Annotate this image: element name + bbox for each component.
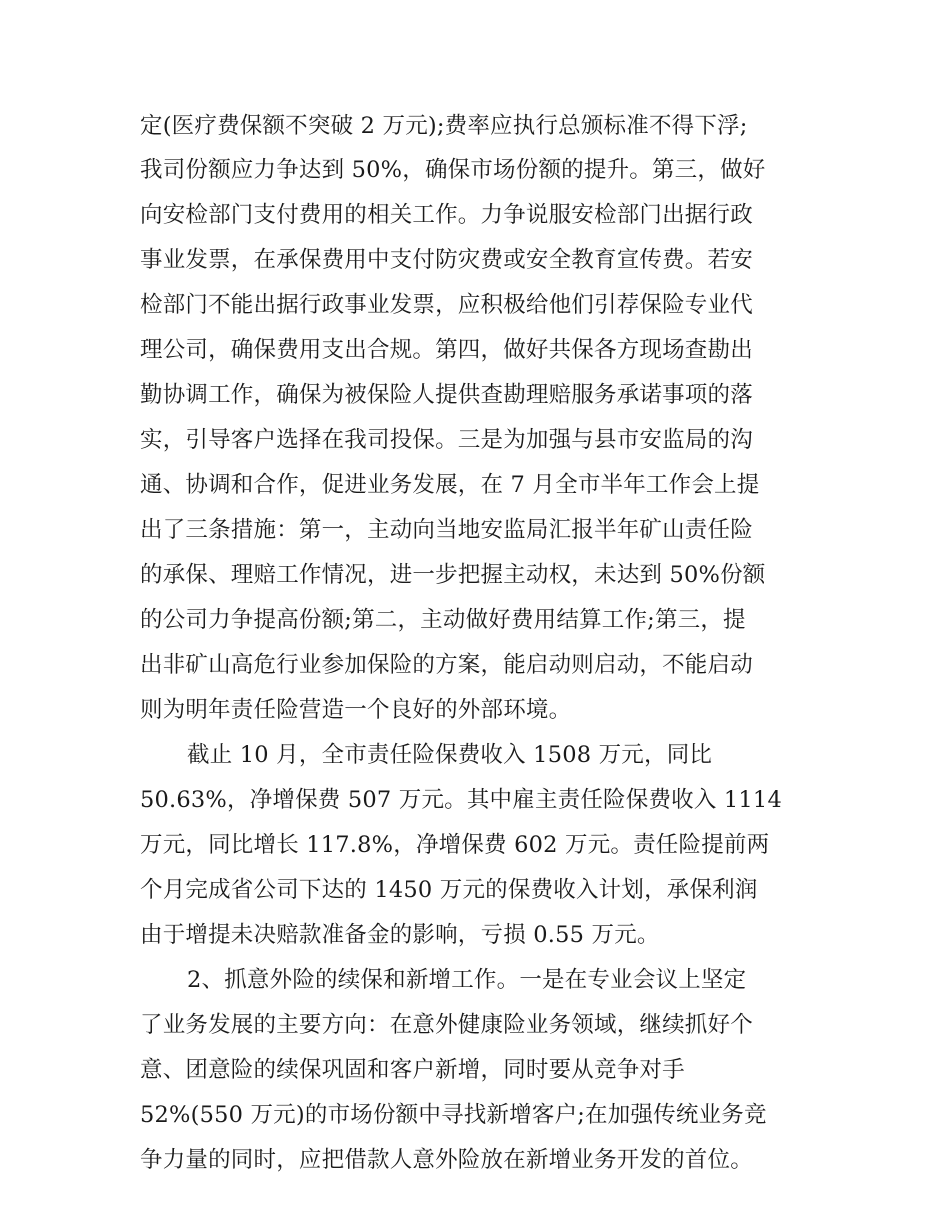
text-line: 向安检部门支付费用的相关工作。力争说服安检部门出据行政 [140, 202, 753, 228]
text-line: 50.63%，净增保费 507 万元。其中雇主责任险保费收入 1114 [140, 787, 782, 813]
text-line: 检部门不能出据行政事业发票，应积极给他们引荐保险专业代 [140, 292, 753, 318]
text-line: 52%(550 万元)的市场份额中寻找新增客户;在加强传统业务竞 [140, 1102, 767, 1128]
text-line: 事业发票，在承保费用中支付防灾费或安全教育宣传费。若安 [140, 247, 753, 273]
text-line: 个月完成省公司下达的 1450 万元的保费收入计划，承保利润 [140, 877, 758, 903]
text-line: 了业务发展的主要方向：在意外健康险业务领域，继续抓好个 [140, 1012, 753, 1038]
text-line: 的公司力争提高份额;第二，主动做好费用结算工作;第三，提 [140, 607, 746, 633]
text-line: 则为明年责任险营造一个良好的外部环境。 [140, 697, 572, 723]
text-line: 勤协调工作，确保为被保险人提供查勘理赔服务承诺事项的落 [140, 382, 753, 408]
text-line: 出非矿山高危行业参加保险的方案，能启动则启动，不能启动 [140, 652, 753, 678]
text-line: 由于增提未决赔款准备金的影响，亏损 0.55 万元。 [140, 922, 660, 948]
text-line: 出了三条措施：第一，主动向当地安监局汇报半年矿山责任险 [140, 517, 753, 543]
paragraph-first-line: 2、抓意外险的续保和新增工作。一是在专业会议上坚定 [187, 967, 747, 993]
paragraph-first-line: 截止 10 月，全市责任险保费收入 1508 万元，同比 [187, 742, 713, 768]
text-line: 定(医疗费保额不突破 2 万元);费率应执行总颁标准不得下浮; [140, 113, 748, 139]
text-line: 理公司，确保费用支出合规。第四，做好共保各方现场查勘出 [140, 337, 753, 363]
text-line: 意、团意险的续保巩固和客户新增，同时要从竞争对手 [140, 1057, 685, 1083]
text-line: 的承保、理赔工作情况，进一步把握主动权，未达到 50%份额 [140, 562, 766, 588]
text-line: 争力量的同时，应把借款人意外险放在新增业务开发的首位。 [140, 1147, 753, 1173]
text-line: 我司份额应力争达到 50%，确保市场份额的提升。第三，做好 [140, 157, 766, 183]
text-line: 实，引导客户选择在我司投保。三是为加强与县市安监局的沟 [140, 427, 753, 453]
text-line: 万元，同比增长 117.8%，净增保费 602 万元。责任险提前两 [140, 832, 770, 858]
text-line: 通、协调和合作，促进业务发展，在 7 月全市半年工作会上提 [140, 472, 760, 498]
